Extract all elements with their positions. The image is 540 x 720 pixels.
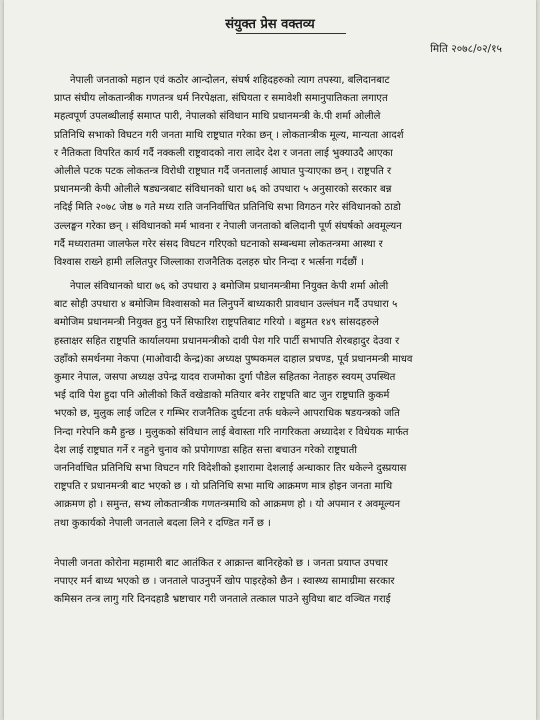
- text-line: उहाँको समर्थनमा नेकपा (माओवादी केन्द्र)का अध्यक्ष पुष्पकमल दाहाल प्रचण्ड, पूर्व प्रधानमन्त्री माधव: [54, 353, 413, 365]
- text-line: राष्ट्रपति र प्रधानमन्त्री बाट भएको छ । यो प्रतिनिधि सभा माथि आक्रमण मात्र होइन जनता माथि: [54, 481, 393, 493]
- text-line: नपाएर मर्न बाध्य भएको छ । जनताले पाउनुपर्ने खोप पाइरहेको छैन । स्वास्थ्य सामाग्रीमा सरकार: [54, 576, 395, 588]
- title-underline: [236, 33, 346, 34]
- text-line: नदिई मिति २०७८ जेष्ठ ७ गते मध्य राति जननिर्वाचित प्रतिनिधि सभा विगठन गरेर संविधानको ठाडो: [54, 202, 401, 214]
- text-line: नेपाली जनता कोरोना महामारी बाट आतंकित र आक्रान्त बानिरहेको छ । जनता प्रयाप्त उपचार: [54, 558, 388, 569]
- text-line: हस्ताक्षर सहित राष्ट्रपति कार्यालयमा प्रधानमन्त्रीको दावी पेश गरि पार्टी सभापति शेरबहादुर देउवा र: [54, 335, 400, 347]
- paragraph-3: [54, 555, 514, 610]
- text-line: उल्लङ्घन गरेका छन् । संविधानको मर्म भावना र नेपाली जनताको बलिदानी पूर्ण संघर्षको अवमूल्यन: [54, 220, 402, 232]
- text-line: कुमार नेपाल, जसपा अध्यक्ष उपेन्द्र यादव राजमोका दुर्गा पौडेल सहितका नेताहरु स्वयम् उपस्थित: [54, 372, 396, 384]
- text-line: नेपाल संविधानको धारा ७६ को उपधारा ३ बमोजिम प्रधानमन्त्रीमा नियुक्त केपी शर्मा ओली: [70, 281, 389, 292]
- text-line: तथा कुकार्यको नेपाली जनताले बदला लिने र दण्डित गर्ने छ ।: [54, 517, 271, 529]
- text-line: बाट सोही उपधारा ४ बमोजिम विश्वासको मत लिनुपर्ने बाध्यकारी प्रावधान उल्लंघन गर्दै उपधारा ५: [54, 299, 398, 311]
- document-title: संयुक्त प्रेस वक्तव्य: [225, 17, 315, 32]
- text-line: भएको छ, मुलुक लाई जटिल र गम्भिर राजनैतिक दुर्घटना तर्फ धकेल्ने आपराधिक षडयन्त्रको जति: [54, 408, 400, 420]
- paragraph-2: [54, 278, 514, 533]
- text-line: देश लाई राष्ट्रघात गर्ने र नहुने चुनाव को प्रपोगाण्डा सहित सत्ता बचाउन गरेको राष्ट्रघाती: [54, 444, 357, 456]
- text-line: र नैतिकता विपरित कार्य गर्दै नक्कली राष्ट्रवादको नारा लादेर देश र जनता लाई भुक्याउदै आएका: [54, 147, 393, 159]
- text-line: गर्दै मध्यरातमा जालफेल गरेर संसद विघटन गरिएको घटनाको सम्बन्धमा लोकतन्त्रमा आस्था र: [54, 238, 383, 250]
- text-line: बमोजिम प्रधानमन्त्री नियुक्त हुनु पर्ने सिफारिश राष्ट्रपतिबाट गरियो । बहुमत १४९ सांसदहरुले: [54, 317, 379, 329]
- text-line: विश्वास राख्ने हामी ललितपुर जिल्लाका राजनैतिक दलहरु घोर निन्दा र भर्त्सना गर्दछौं ।: [54, 257, 364, 269]
- text-line: महत्वपूर्ण उपलब्धीलाई समाप्त पारी, नेपालको संविधान माथि प्रधानमन्त्री के.पी शर्मा ओलीले: [54, 111, 381, 123]
- document-date: मिति २०७८/०२/१५: [430, 43, 502, 55]
- document-page: [4, 0, 536, 720]
- text-line: कमिसन तन्त्र लागु गरि दिनदहाडै भ्रष्टाचार गरी जनताले तत्काल पाउने सुविधा बाट वञ्चित गराई: [54, 594, 391, 606]
- text-line: भई दावि पेश हुदा पनि ओलीको किर्ते वखेडाको मतियार बनेर राष्ट्रपति बाट जुन राष्ट्रघाति कुकर्म: [54, 390, 390, 402]
- text-line: नेपाली जनताको महान एवं कठोर आन्दोलन, संघर्ष शहिदहरुको त्याग तपस्या, बलिदानबाट: [70, 75, 390, 86]
- text-line: प्रधानमन्त्री केपी ओलीले षड्यन्त्रबाट संविधानको धारा ७६ को उपधारा ५ अनुसारको सरकार बन्न: [54, 184, 392, 196]
- text-line: निन्दा गरेपनि कमै हुन्छ । मुलुकको संविधान लाई बेवास्ता गरि नागरिकता अध्यादेश र विधेयक मार्फत: [54, 426, 409, 438]
- text-line: जननिर्वाचित प्रतिनिधि सभा विघटन गरि विदेशीको इशारामा देशलाई अन्धाकार तिर धकेल्ने दुस्प्रयास: [54, 463, 407, 475]
- paragraph-1: [54, 72, 514, 272]
- text-line: प्राप्त संघीय लोकतान्त्रीक गणतन्त्र धर्म निरपेक्षता, संघियता र समावेशी समानुपातिकता लगाएत: [54, 93, 388, 105]
- text-line: आक्रमण हो । समुन्त, सभ्य लोकतान्त्रीक गणतन्त्रमाथि को आक्रमण हो । यो अपमान र अवमूल्यन: [54, 499, 401, 511]
- text-line: प्रतिनिधि सभाको विघटन गरी जनता माथि राष्ट्रघात गरेका छन् । लोकतान्त्रीक मूल्य, मान्यता आदर्श: [54, 129, 404, 141]
- text-line: ओलीले पटक पटक लोकतन्त्र विरोधी राष्ट्रघात गर्दै जनतालाई आघात पुऱ्याएका छन् । राष्ट्रपति र: [54, 166, 392, 178]
